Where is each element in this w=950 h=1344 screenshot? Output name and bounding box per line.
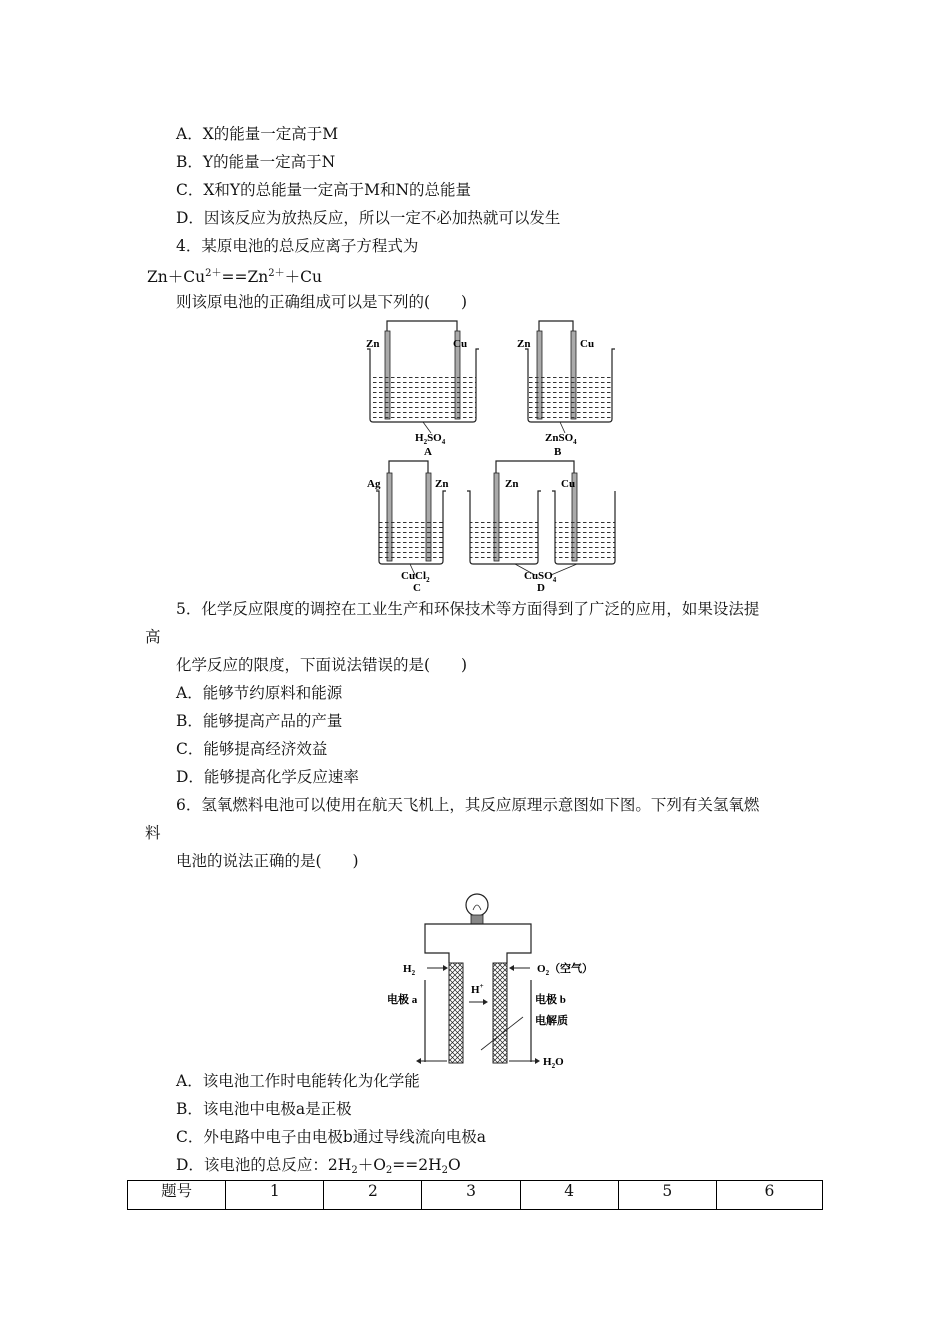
cell-b-letter: B bbox=[554, 446, 562, 458]
cell-d-letter: D bbox=[537, 582, 545, 594]
cell-d bbox=[467, 461, 615, 594]
galvanic-cells-figure bbox=[355, 315, 615, 594]
cell-a bbox=[366, 321, 479, 458]
q5-option-c: C．能够提高经济效益 bbox=[176, 740, 328, 758]
electrode-b-label: 电极 b bbox=[535, 994, 566, 1006]
q3-option-c: C．X和Y的总能量一定高于M和N的总能量 bbox=[176, 181, 472, 199]
answer-table bbox=[127, 1180, 823, 1210]
cell-a-letter: A bbox=[424, 446, 432, 458]
cell-b-solution: ZnSO$_4$ bbox=[545, 432, 577, 446]
answer-cell-3: 3 bbox=[422, 1181, 520, 1210]
q6-option-b: B．该电池中电极a是正极 bbox=[176, 1100, 352, 1118]
cell-b bbox=[517, 321, 615, 458]
water-label: $H_2O$ bbox=[543, 1056, 564, 1070]
cell-c bbox=[367, 461, 448, 594]
answer-cell-5: 5 bbox=[618, 1181, 716, 1210]
cell-c-right-electrode: Zn bbox=[435, 478, 449, 490]
q4-stem: 4．某原电池的总反应离子方程式为 bbox=[176, 237, 419, 255]
cell-c-solution: CuCl$_2$ bbox=[401, 570, 430, 584]
q6-option-c: C．外电路中电子由电极b通过导线流向电极a bbox=[176, 1128, 487, 1146]
q3-option-b: B．Y的能量一定高于N bbox=[176, 153, 336, 171]
oxygen-label: $O_2$（空气） bbox=[537, 963, 594, 977]
answer-cell-1: 1 bbox=[226, 1181, 324, 1210]
hydrogen-label: $H_2$ bbox=[403, 963, 416, 977]
q5-stem: 5．化学反应限度的调控在工业生产和环保技术等方面得到了广泛的应用，如果设法提 bbox=[176, 600, 760, 618]
proton-label: H+ bbox=[471, 982, 484, 996]
q6-stem: 6．氢氧燃料电池可以使用在航天飞机上，其反应原理示意图如下图。下列有关氢氧燃 bbox=[176, 796, 760, 814]
q5-stem-wrap: 高 bbox=[145, 628, 161, 646]
cell-d-left-electrode: Zn bbox=[505, 478, 519, 490]
cell-c-left-electrode: Ag bbox=[367, 478, 381, 490]
cell-a-left-electrode: Zn bbox=[366, 338, 380, 350]
answer-cell-4: 4 bbox=[520, 1181, 618, 1210]
q6-question: 电池的说法正确的是( ) bbox=[176, 852, 359, 870]
q5-option-a: A．能够节约原料和能源 bbox=[176, 684, 343, 702]
answer-cell-6: 6 bbox=[716, 1181, 822, 1210]
electrode-a-label: 电极 a bbox=[387, 994, 418, 1006]
q3-option-a: A．X的能量一定高于M bbox=[176, 125, 339, 143]
q5-option-d: D．能够提高化学反应速率 bbox=[176, 768, 359, 786]
cell-b-right-electrode: Cu bbox=[580, 338, 595, 350]
cell-a-solution: $H_2SO_4$ bbox=[415, 432, 446, 446]
answer-cell-2: 2 bbox=[324, 1181, 422, 1210]
q6-option-a: A．该电池工作时电能转化为化学能 bbox=[176, 1072, 420, 1090]
q4-equation: $Zn+Cu^{2+}==Zn^{2+}+Cu$ bbox=[147, 268, 322, 286]
q5-option-b: B．能够提高产品的产量 bbox=[176, 712, 343, 730]
cell-d-solution: CuSO$_4$ bbox=[524, 570, 557, 584]
answer-table-header: 题号 bbox=[128, 1181, 226, 1210]
lightbulb-icon bbox=[466, 894, 488, 924]
q4-question: 则该原电池的正确组成可以是下列的( ) bbox=[176, 293, 468, 311]
fuel-cell-figure bbox=[385, 890, 625, 1068]
q3-option-d: D．因该反应为放热反应，所以一定不必加热就可以发生 bbox=[176, 209, 561, 227]
electrolyte-label: 电解质 bbox=[535, 1015, 568, 1027]
cell-a-right-electrode: Cu bbox=[453, 338, 468, 350]
q5-question: 化学反应的限度，下面说法错误的是( ) bbox=[176, 656, 468, 674]
q6-stem-wrap: 料 bbox=[145, 824, 161, 842]
q6-option-d: D．该电池的总反应：$2H_2+O_2==2H_2O$ bbox=[176, 1156, 461, 1176]
answer-table-row bbox=[128, 1181, 823, 1210]
cell-d-right-electrode: Cu bbox=[561, 478, 576, 490]
cell-b-left-electrode: Zn bbox=[517, 338, 531, 350]
cell-c-letter: C bbox=[413, 582, 421, 594]
